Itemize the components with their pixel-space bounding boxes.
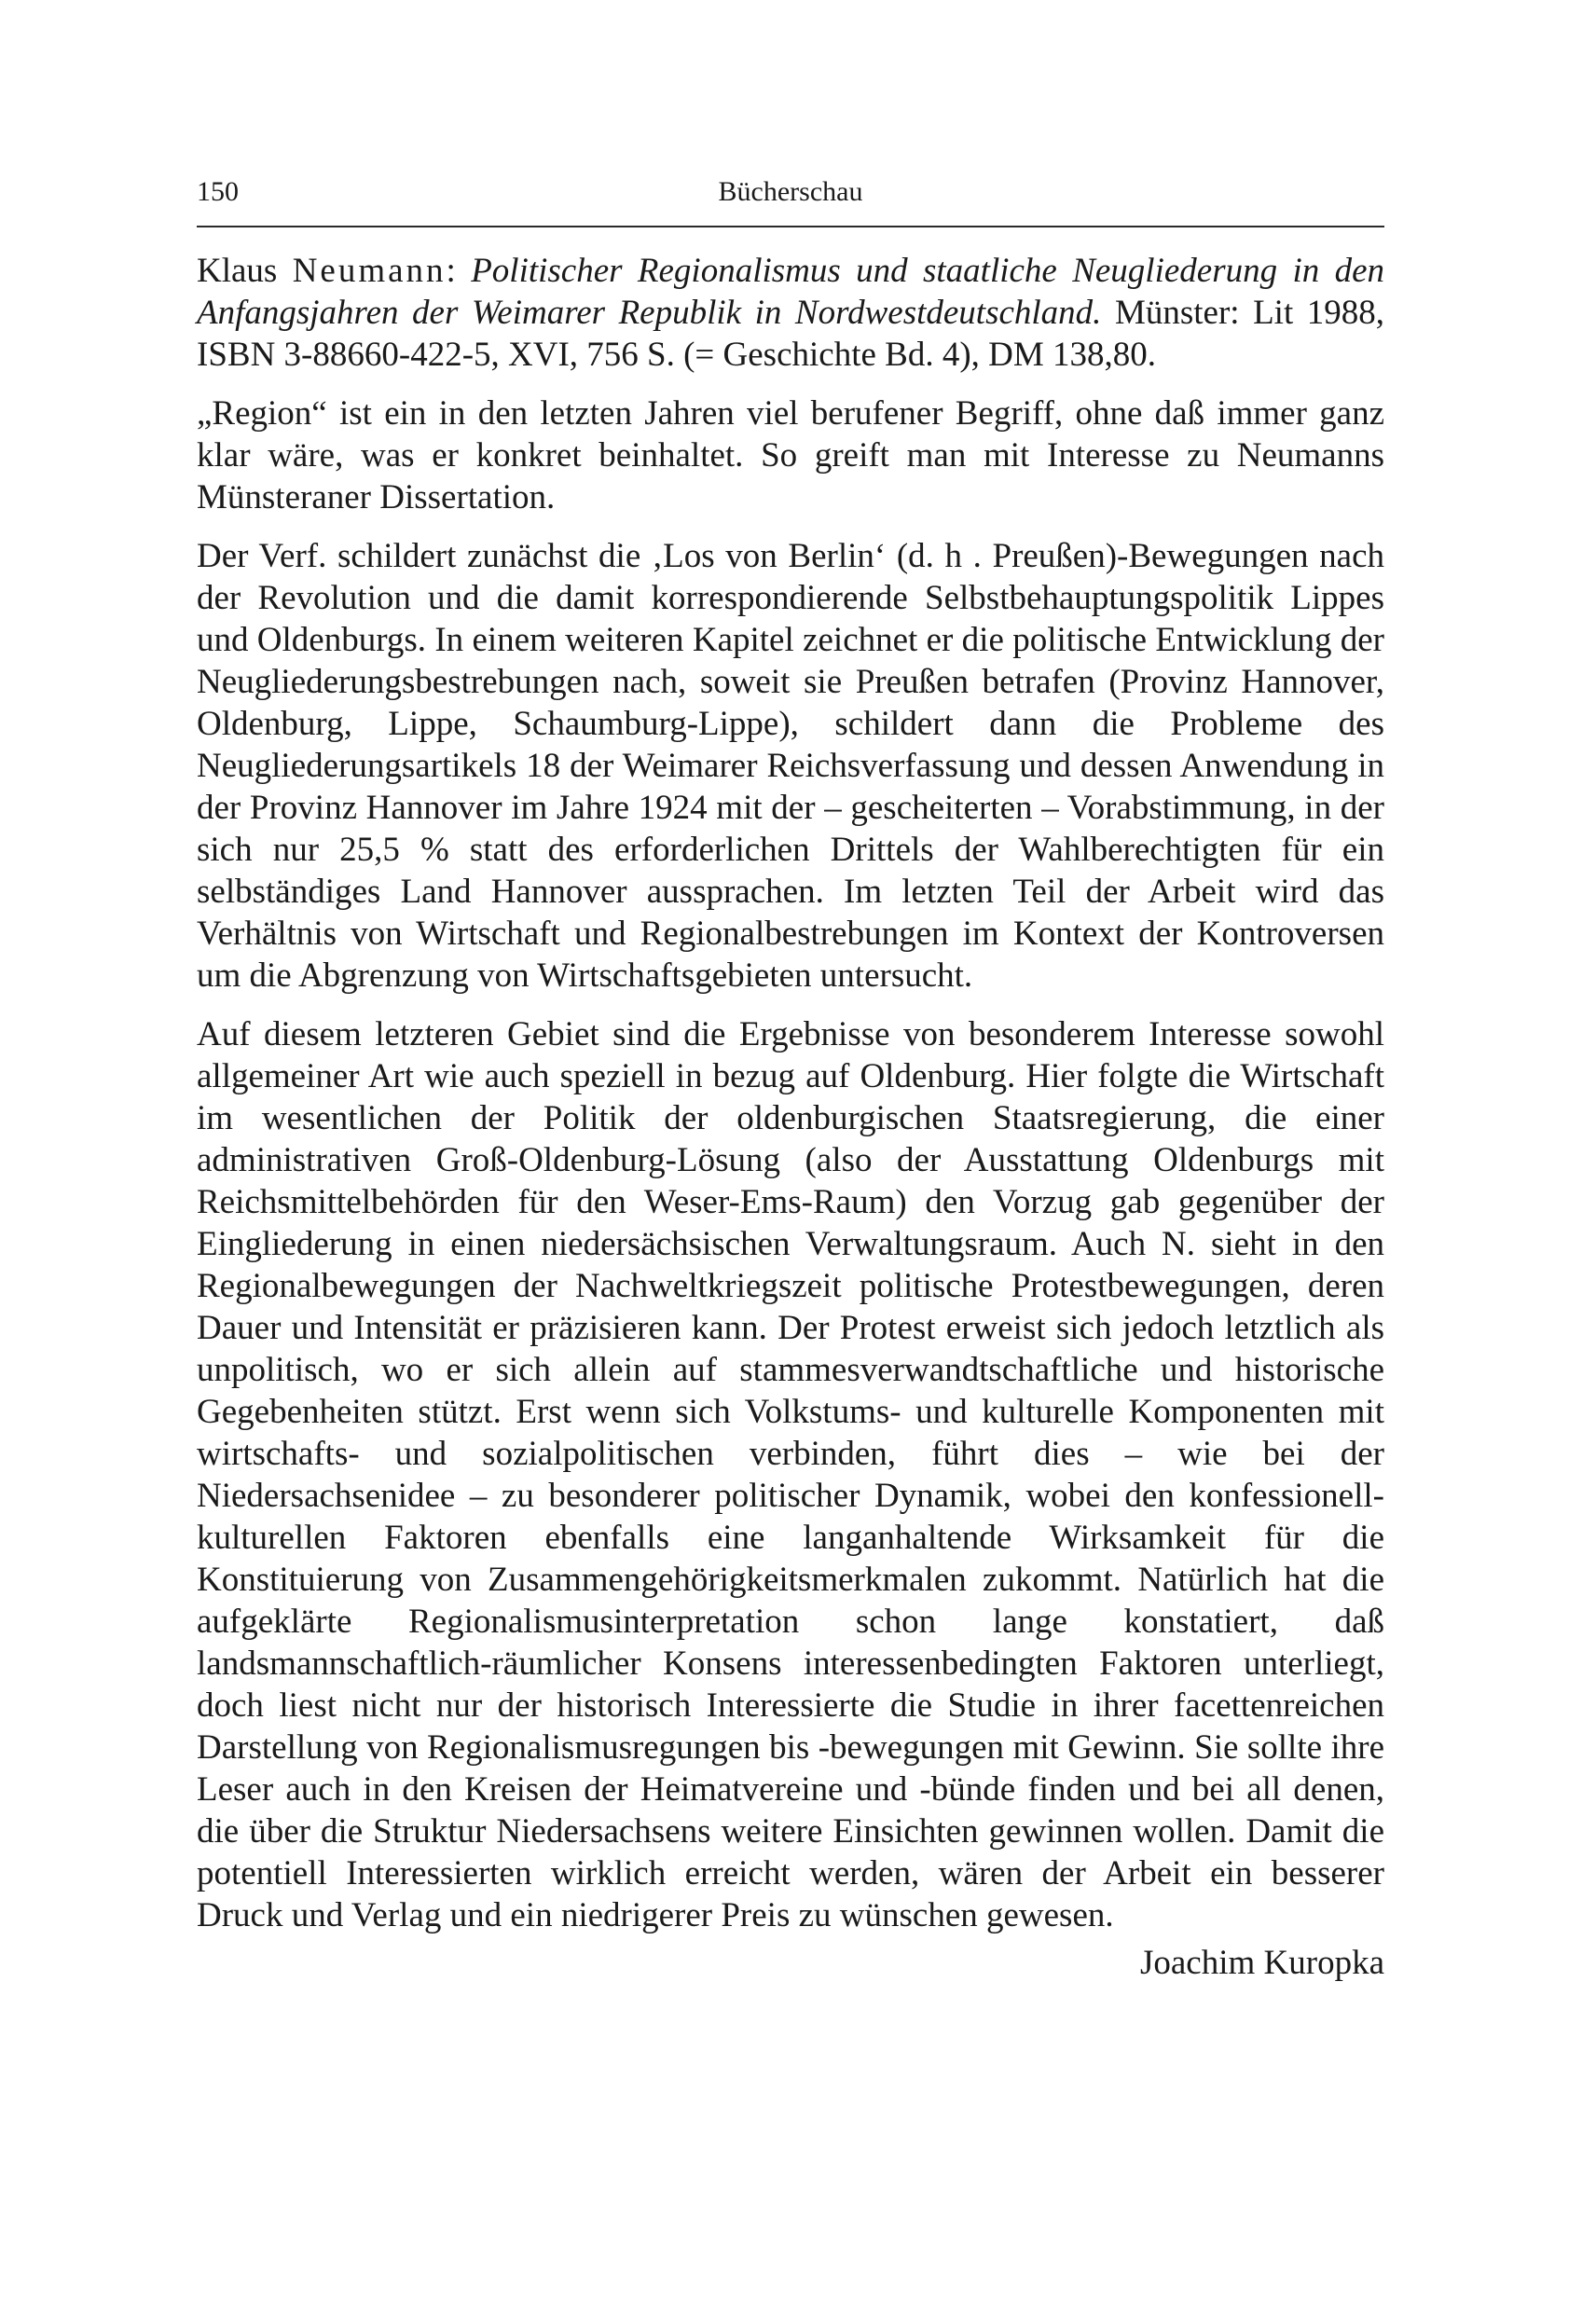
book-citation (197, 250, 1384, 376)
reviewer-signature: Joachim Kuropka (1139, 1944, 1384, 1982)
paragraph-summary: Der Verf. schildert zunächst die ‚Los von Berlin‘ (d. h . Preußen)-Bewegungen nach der Revolution und die damit korrespondierende Selbstbehauptungspolitik Lippes und Oldenburgs. In einem weiteren Kapitel zeichnet er die politische Entwicklung der Neugliederungsbestrebungen nach, soweit sie Preußen betrafen (Provinz Hannover, Oldenburg, Lippe, Schaumburg-Lippe), schildert dann die Probleme des Neugliederungsartikels 18 der Weimarer Reichsverfassung und dessen Anwendung in der Provinz Hannover im Jahre 1924 mit der – gescheiterten – Vorabstimmung, in der sich nur 25,5 % statt des erforderlichen Drittels der Wahlberechtigten für ein selbständiges Land Hannover aussprachen. Im letzten Teil der Arbeit wird das Verhältnis von Wirtschaft und Regionalbestrebungen im Kontext der Kontroversen um die Abgrenzung von Wirtschaftsgebieten untersucht. (197, 537, 1384, 995)
page-content (197, 168, 1384, 1984)
review-body (197, 250, 1384, 1984)
header-rule (197, 226, 1384, 227)
page-number: 150 (197, 176, 239, 207)
paragraph-assessment: Auf diesem letzteren Gebiet sind die Ergebnisse von besonderem Interesse sowohl allgemeiner Art wie auch speziell in bezug auf Oldenburg. Hier folgte die Wirtschaft im wesentlichen der Politik der oldenburgischen Staatsregierung, die einer administrativen Groß-Oldenburg-Lösung (also der Ausstattung Oldenburgs mit Reichsmittelbehörden für den Weser-Ems-Raum) den Vorzug gab gegenüber der Eingliederung in einen niedersächsischen Verwaltungsraum. Auch N. sieht in den Regionalbewegungen der Nachweltkriegszeit politische Protestbewegungen, deren Dauer und Intensität er präzisieren kann. Der Protest erweist sich jedoch letztlich als unpolitisch, wo er sich allein auf stammesverwandtschaftliche und historische Gegebenheiten stützt. Erst wenn sich Volkstums- und kulturelle Komponenten mit wirtschafts- und sozialpolitischen verbinden, führt dies – wie bei der Niedersachsenidee – zu besonderer politischer Dynamik, wobei den konfessionell-kulturellen Faktoren ebenfalls eine langanhaltende Wirksamkeit für die Konstituierung von Zusammengehörigkeitsmerkmalen zukommt. Natürlich hat die aufgeklärte Regionalismusinterpretation schon lange konstatiert, daß landsmannschaftlich-räumlicher Konsens interessenbedingten Faktoren unterliegt, doch liest nicht nur der historisch Interessierte die Studie in ihrer facettenreichen Darstellung von Regionalismusregungen bis -bewegungen mit Gewinn. Sie sollte ihre Leser auch in den Kreisen der Heimatvereine und -bünde finden und bei all denen, die über die Struktur Niedersachsens weitere Einsichten gewinnen wollen. Damit die potentiell Interessierten wirklich erreicht werden, wären der Arbeit ein besserer Druck und Verlag und ein niedrigerer Preis zu wünschen gewesen. (197, 1015, 1384, 1934)
section-title: Bücherschau (718, 176, 863, 207)
book-title: Politischer Regionalismus und staatliche Neugliederung in den Anfangsjahren der Weimarer Republik in Nordwestdeutschland. (197, 252, 1385, 332)
author-last-name: Neumann (292, 252, 447, 290)
running-head (197, 168, 1384, 216)
paragraph-intro: „Region“ ist ein in den letzten Jahren viel berufener Begriff, ohne daß immer ganz klar wäre, was er konkret beinhaltet. So greift man mit Interesse zu Neumanns Münsteraner Dissertation. (197, 394, 1384, 516)
citation-colon: : (446, 252, 472, 290)
author-first-name: Klaus (197, 252, 278, 290)
publication-details: Münster: Lit 1988, ISBN 3-88660-422-5, XVI, 756 S. (= Geschichte Bd. 4), DM 138,80. (197, 294, 1384, 374)
